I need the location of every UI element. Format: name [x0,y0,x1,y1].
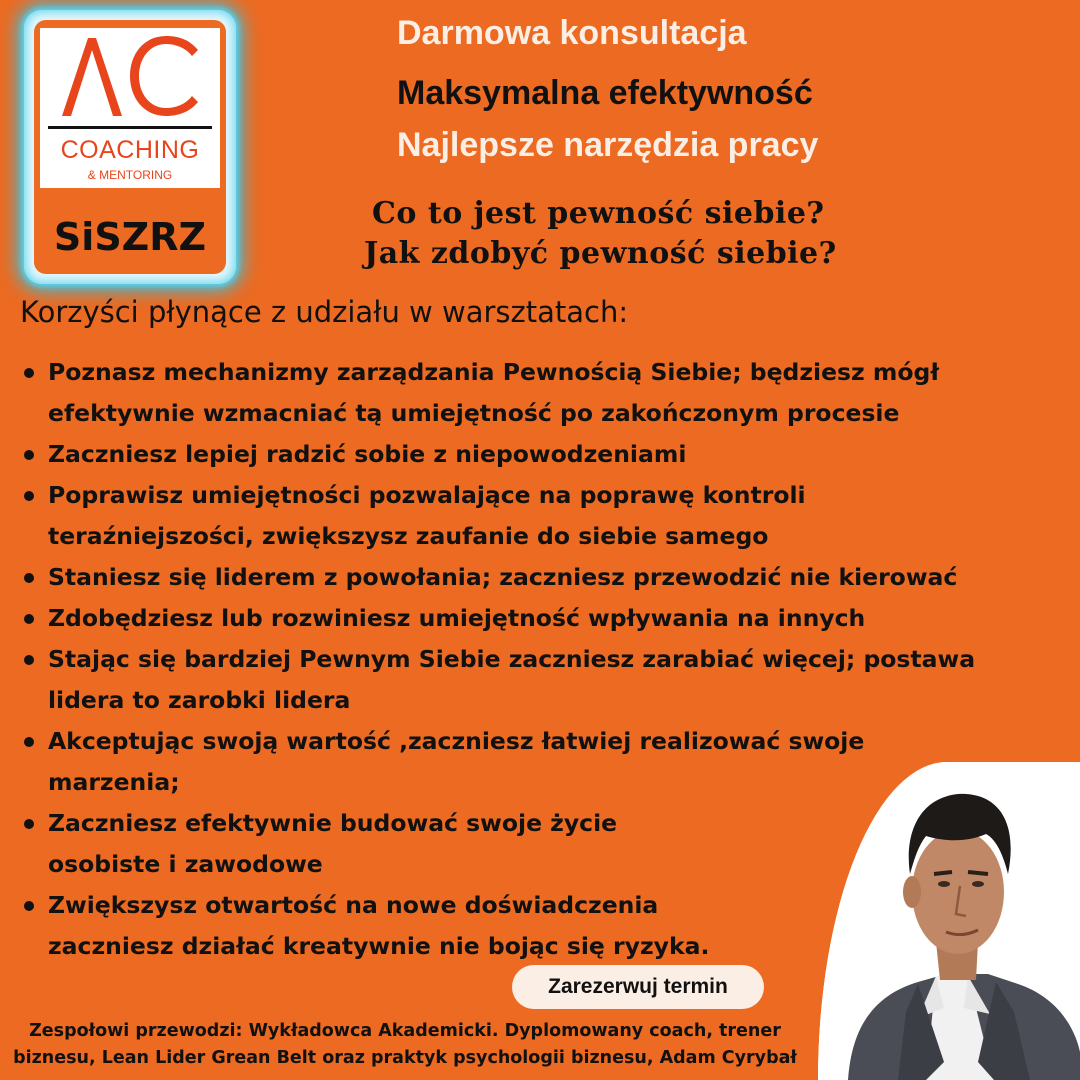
bullet-icon [24,614,34,624]
logo-badge-text: SiSZRZ [53,215,207,259]
benefit-item: Poznasz mechanizmy zarządzania Pewnością Siebie; będziesz mógł efektywnie wzmacniać tą umiejętność po zakończonym procesie [0,352,1060,434]
headline-max-efficiency: Maksymalna efektywność [397,74,813,112]
benefit-item: Zdobędziesz lub rozwiniesz umiejętność wpływania na innych [0,598,1060,639]
benefit-item: Zaczniesz lepiej radzić sobie z niepowodzeniami [0,434,1060,475]
headline-free-consultation: Darmowa konsultacja [397,14,747,52]
logo-panel [34,20,226,274]
benefit-item: Akceptując swoją wartość ,zaczniesz łatwiej realizować swoje marzenia; [0,721,1060,803]
question-what-is-confidence: Co to jest pewność siebie? [372,196,825,231]
benefit-item: Poprawisz umiejętności pozwalające na poprawę kontroli teraźniejszości, zwiększysz zaufanie do siebie samego [0,475,1060,557]
reserve-button[interactable]: Zarezerwuj termin [512,965,764,1009]
bullet-icon [24,491,34,501]
question-how-to-gain-confidence: Jak zdobyć pewność siebie? [364,236,837,271]
bullet-icon [24,450,34,460]
logo-mentoring-text: & MENTORING [87,168,173,182]
bullet-icon [24,368,34,378]
bullet-icon [24,819,34,829]
benefit-item: Zaczniesz efektywnie budować swoje życie osobiste i zawodowe [0,803,1060,885]
bullet-icon [24,901,34,911]
benefits-title: Korzyści płynące z udziału w warsztatach: [20,295,629,329]
footer-credits: Zespołowi przewodzi: Wykładowca Akademicki. Dyplomowany coach, trener biznesu, Lean Lider Grean Belt oraz praktyk psychologii biznesu, Adam Cyrybał [13,1021,797,1068]
logo-card [40,28,220,188]
logo-frame [24,10,236,284]
benefit-item: Zwiększysz otwartość na nowe doświadczenia zaczniesz działać kreatywnie nie bojąc się ryzyka. [0,885,1060,967]
benefit-item: Stając się bardziej Pewnym Siebie zaczniesz zarabiać więcej; postawa lidera to zarobki lidera [0,639,1060,721]
bullet-icon [24,737,34,747]
bullet-icon [24,655,34,665]
logo-coaching-text: COACHING [60,136,200,164]
headline-best-tools: Najlepsze narzędzia pracy [397,126,819,164]
bullet-icon [24,573,34,583]
benefit-item: Staniesz się liderem z powołania; zaczniesz przewodzić nie kierować [0,557,1060,598]
